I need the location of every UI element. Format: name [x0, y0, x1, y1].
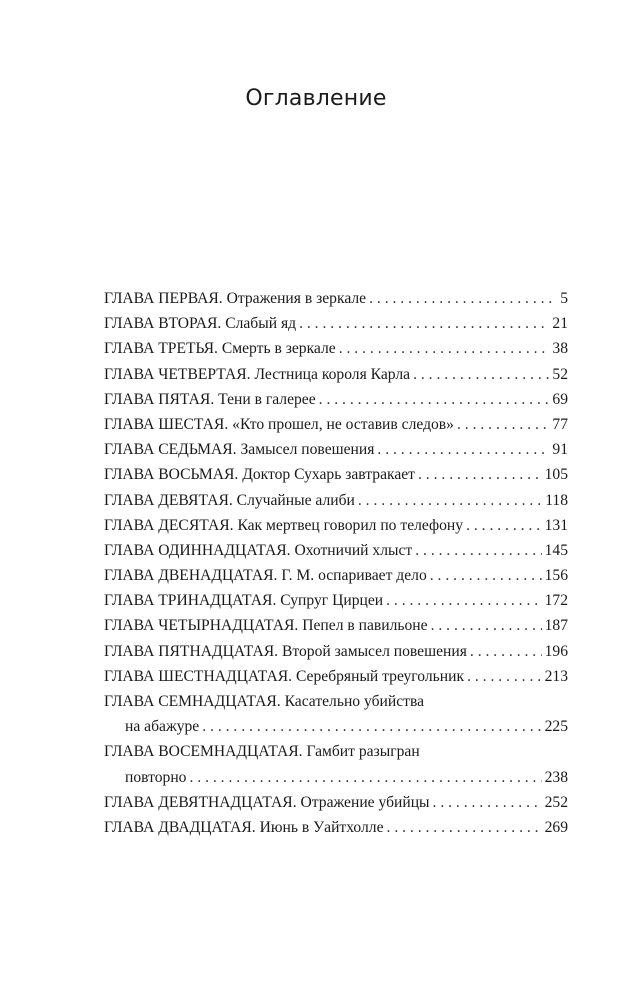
page-number: 145	[544, 541, 568, 559]
chapter-name: Замысел повешения	[240, 441, 375, 459]
page-number: 172	[544, 592, 568, 610]
toc-entry-17	[104, 689, 568, 739]
dot-leader	[319, 387, 550, 412]
toc-entry-10	[104, 513, 568, 538]
chapter-name: Слабый яд	[225, 315, 297, 333]
page-number: 252	[544, 793, 568, 811]
page-number: 213	[544, 667, 568, 685]
toc-entry-1	[104, 286, 568, 311]
toc-entry-3	[104, 336, 568, 361]
chapter-number: ГЛАВА ДЕСЯТАЯ.	[104, 516, 234, 534]
chapter-name: «Кто прошел, не оставив следов»	[232, 415, 454, 433]
toc-entry-5	[104, 387, 568, 412]
chapter-number: ГЛАВА ТРЕТЬЯ.	[104, 340, 218, 358]
page-number: 131	[544, 516, 568, 534]
dot-leader	[430, 563, 542, 588]
page-number: 21	[552, 315, 568, 333]
dot-leader	[433, 790, 542, 815]
toc-entry-16	[104, 664, 568, 689]
chapter-number: ГЛАВА ДВАДЦАТАЯ.	[104, 818, 256, 836]
page-number: 118	[545, 491, 568, 509]
dot-leader	[189, 765, 541, 790]
chapter-name: Пепел в павильоне	[302, 617, 428, 635]
chapter-name: Касательно убийства	[284, 693, 425, 710]
chapter-name: Охотничий хлыст	[294, 541, 413, 559]
chapter-number: ГЛАВА ПЯТАЯ.	[104, 390, 215, 408]
toc-entry-7	[104, 437, 568, 462]
dot-leader	[387, 815, 542, 840]
chapter-number: ГЛАВА СЕМНАДЦАТАЯ.	[104, 693, 281, 710]
chapter-number: ГЛАВА ДЕВЯТАЯ.	[104, 491, 233, 509]
chapter-name-continuation: повторно	[125, 768, 187, 786]
dot-leader	[467, 664, 542, 689]
dot-leader	[339, 336, 550, 361]
dot-leader	[413, 362, 549, 387]
toc-entry-18	[104, 739, 568, 789]
chapter-number: ГЛАВА ШЕСТНАДЦАТАЯ.	[104, 667, 293, 685]
chapter-number: ГЛАВА ПЕРВАЯ.	[104, 290, 223, 307]
page-number: 156	[544, 567, 568, 585]
chapter-number: ГЛАВА ДЕВЯТНАДЦАТАЯ.	[104, 793, 297, 811]
chapter-name: Отражение убийцы	[300, 793, 430, 811]
dot-leader	[358, 488, 542, 513]
chapter-name: Отражения в зеркале	[226, 290, 367, 307]
dot-leader	[418, 462, 542, 487]
dot-leader	[415, 538, 541, 563]
chapter-name: Июнь в Уайтхолле	[259, 818, 384, 836]
page-number: 105	[544, 466, 568, 484]
page-number: 91	[552, 441, 568, 459]
chapter-number: ГЛАВА ВОСЕМНАДЦАТАЯ.	[104, 743, 303, 761]
toc-entry-9	[104, 488, 568, 513]
page-number: 196	[544, 642, 568, 660]
chapter-number: ГЛАВА ШЕСТАЯ.	[104, 415, 229, 433]
dot-leader	[202, 714, 541, 739]
page-title: Оглавление	[245, 86, 387, 111]
dot-leader	[299, 311, 549, 336]
chapter-name-continuation: на абажуре	[125, 718, 200, 736]
chapter-number: ГЛАВА ЧЕТЫРНАДЦАТАЯ.	[104, 617, 299, 635]
page-number: 77	[552, 415, 568, 433]
chapter-name: Г. М. оспаривает дело	[281, 567, 427, 585]
page-number: 52	[552, 365, 568, 383]
chapter-name: Гамбит разыгран	[306, 743, 420, 761]
chapter-name: Тени в галерее	[218, 390, 316, 408]
chapter-name: Доктор Сухарь завтракает	[242, 466, 415, 484]
dot-leader	[377, 437, 549, 462]
toc-entry-6	[104, 412, 568, 437]
page-number: 269	[544, 818, 568, 836]
table-of-contents	[104, 286, 568, 840]
toc-entry-13	[104, 588, 568, 613]
chapter-number: ГЛАВА СЕДЬМАЯ.	[104, 441, 237, 459]
chapter-number: ГЛАВА ОДИННАДЦАТАЯ.	[104, 541, 291, 559]
chapter-number: ГЛАВА ВТОРАЯ.	[104, 315, 222, 333]
toc-entry-19	[104, 790, 568, 815]
toc-entry-8	[104, 462, 568, 487]
chapter-name: Как мертвец говорил по телефону	[237, 516, 464, 534]
dot-leader	[466, 513, 542, 538]
dot-leader	[369, 286, 557, 311]
page-number: 38	[552, 340, 568, 358]
toc-entry-11	[104, 538, 568, 563]
dot-leader	[386, 588, 542, 613]
dot-leader	[431, 613, 542, 638]
chapter-name: Лестница короля Карла	[254, 365, 411, 383]
chapter-name: Второй замысел повешения	[281, 642, 467, 660]
page-number: 69	[552, 390, 568, 408]
page-number: 225	[544, 718, 568, 736]
chapter-number: ГЛАВА ЧЕТВЕРТАЯ.	[104, 365, 251, 383]
chapter-number: ГЛАВА ВОСЬМАЯ.	[104, 466, 239, 484]
toc-entry-2	[104, 311, 568, 336]
chapter-name: Серебряный треугольник	[295, 667, 465, 685]
chapter-number: ГЛАВА ТРИНАДЦАТАЯ.	[104, 592, 277, 610]
dot-leader	[470, 639, 542, 664]
page-number: 238	[544, 768, 568, 786]
page-number: 5	[560, 290, 568, 307]
page-number: 187	[544, 617, 568, 635]
toc-entry-12	[104, 563, 568, 588]
toc-entry-14	[104, 613, 568, 638]
chapter-number: ГЛАВА ДВЕНАДЦАТАЯ.	[104, 567, 278, 585]
dot-leader	[457, 412, 549, 437]
chapter-name: Смерть в зеркале	[221, 340, 336, 358]
chapter-number: ГЛАВА ПЯТНАДЦАТАЯ.	[104, 642, 279, 660]
toc-entry-4	[104, 362, 568, 387]
toc-entry-20	[104, 815, 568, 840]
toc-entry-15	[104, 639, 568, 664]
chapter-name: Супруг Цирцеи	[280, 592, 384, 610]
chapter-name: Случайные алиби	[236, 491, 355, 509]
